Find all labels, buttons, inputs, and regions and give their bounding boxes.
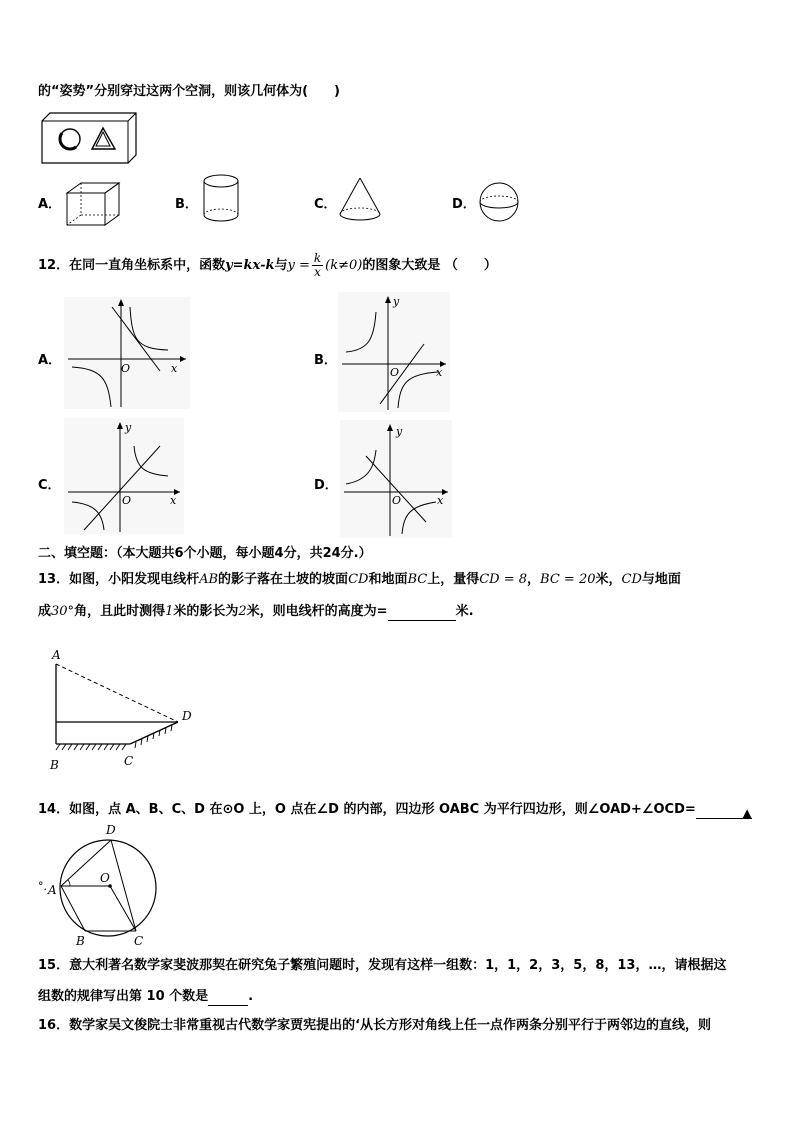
q14-label-a: A (48, 883, 57, 897)
q15-line2 (38, 988, 253, 1006)
q13-bc: BC (407, 572, 428, 587)
graph-b-origin: O (390, 366, 400, 379)
q11-option-b-label[interactable]: B． (175, 197, 198, 212)
q12-func1: y=kx-k (225, 258, 275, 273)
q13-bc-eq: BC = 20 (540, 572, 596, 587)
q15-text-a: 组数的规律写出第 10 个数是 (38, 989, 209, 1004)
q13-two: 2 (238, 604, 247, 619)
q14-label-d: D (106, 824, 116, 837)
q13-cd2: CD (621, 572, 642, 587)
q13-figure (46, 644, 216, 776)
graph-d (340, 420, 452, 542)
q11-stem: 的“姿势”分别穿过这两个空洞，则该几何体为( ) (38, 84, 340, 99)
graph-c-origin: O (122, 494, 132, 507)
section-title: 二、填空题：（本大题共6个小题，每小题4分，共24分.） (38, 546, 372, 561)
graph-c-y-label: y (125, 421, 132, 434)
q16-line1: 16．数学家吴文俊院士非常重视古代数学家贾宪提出的‘从长方形对角线上任一点作两条分别平行于两邻边的直线，则 (38, 1018, 712, 1033)
graph-b-x-label: x (436, 366, 443, 379)
q14-answer-blank[interactable] (696, 804, 752, 819)
q14-figure (36, 824, 172, 956)
q13-label-c: C (124, 754, 134, 768)
q13-text-e: 米， (595, 572, 622, 587)
q15-text-b: . (248, 989, 254, 1004)
q13-text-c: 和地面 (368, 572, 408, 587)
q12-prefix: 12．在同一直角坐标系中，函数 (38, 258, 226, 273)
q13-text-j: 米，则电线杆的高度为= (246, 604, 388, 619)
q12-option-c-label[interactable]: C． (38, 478, 61, 493)
q13-text-f: 与地面 (641, 572, 681, 587)
q13-line2 (38, 603, 474, 621)
q14-text: 14．如图，点 A、B、C、D 在⊙O 上，O 点在∠D 的内部，四边形 OABC 为平行四边形，则∠OAD+∠OCD= (38, 802, 696, 817)
q13-text-a: 13．如图，小阳发现电线杆 (38, 572, 200, 587)
q12-option-b-label[interactable]: B． (314, 353, 337, 368)
q13-angle: 30° (51, 604, 75, 619)
q12-mid: 与 (274, 258, 288, 273)
q13-cd-eq: CD = 8 (479, 572, 528, 587)
q13-text-k: 米. (455, 604, 474, 619)
q11-option-d-label[interactable]: D． (452, 197, 476, 212)
q12-suffix: 的图象大致是 （ ） (362, 258, 497, 273)
q12-frac-den: x (314, 265, 321, 279)
q14-label-o: O (100, 871, 110, 885)
graph-d-origin: O (392, 494, 402, 507)
q14-answer-mark: ▲ (742, 806, 752, 820)
graph-d-y-label: y (396, 425, 403, 438)
cylinder-figure (200, 172, 244, 228)
q11-option-a-label[interactable]: A． (38, 197, 62, 212)
graph-a-origin: O (121, 362, 131, 375)
q13-text-h: 角，且此时测得 (74, 604, 166, 619)
q13-ab: AB (199, 572, 219, 587)
q13-text-d: 上，量得 (427, 572, 480, 587)
q13-sep: ， (527, 572, 541, 587)
q15-line1: 15．意大利著名数学家斐波那契在研究兔子繁殖问题时，发现有这样一组数：1，1，2，3，5，8，13，…，请根据这 (38, 958, 727, 973)
q12-option-a-label[interactable]: A． (38, 353, 62, 368)
q13-cd: CD (348, 572, 369, 587)
q11-option-c-label[interactable]: C． (314, 197, 337, 212)
cone-figure (336, 176, 386, 228)
q13-answer-blank[interactable] (388, 606, 456, 621)
graph-c-x-label: x (170, 494, 177, 507)
q14-stem (38, 801, 752, 819)
cube-figure (64, 181, 122, 231)
graph-d-x-label: x (437, 494, 444, 507)
q13-label-b: B (50, 758, 59, 772)
q12-cond: (k≠0) (325, 258, 363, 273)
q12-func2-lhs: y = (287, 258, 310, 273)
q14-degree-tail: °. (38, 880, 47, 893)
graph-b-y-label: y (393, 295, 400, 308)
q13-line1 (38, 571, 681, 589)
sphere-figure (476, 180, 522, 228)
graph-a (64, 297, 190, 413)
wall-with-holes-figure (40, 111, 138, 169)
q15-answer-blank[interactable] (208, 991, 248, 1006)
q13-text-b: 的影子落在土坡的坡面 (218, 572, 349, 587)
q13-one: 1 (165, 604, 174, 619)
q12-frac-num: k (313, 251, 322, 265)
graph-c (64, 418, 184, 538)
q13-label-d: D (182, 709, 192, 723)
q14-label-b: B (76, 934, 85, 948)
q13-text-g: 成 (38, 604, 52, 619)
q12-option-d-label[interactable]: D． (314, 478, 338, 493)
q13-label-a: A (52, 648, 61, 662)
q12-fraction (312, 252, 323, 279)
q12-stem (38, 252, 497, 279)
graph-b (338, 292, 450, 416)
q14-label-c: C (134, 934, 144, 948)
graph-a-x-label: x (171, 362, 178, 375)
q13-text-i: 米的影长为 (173, 604, 239, 619)
